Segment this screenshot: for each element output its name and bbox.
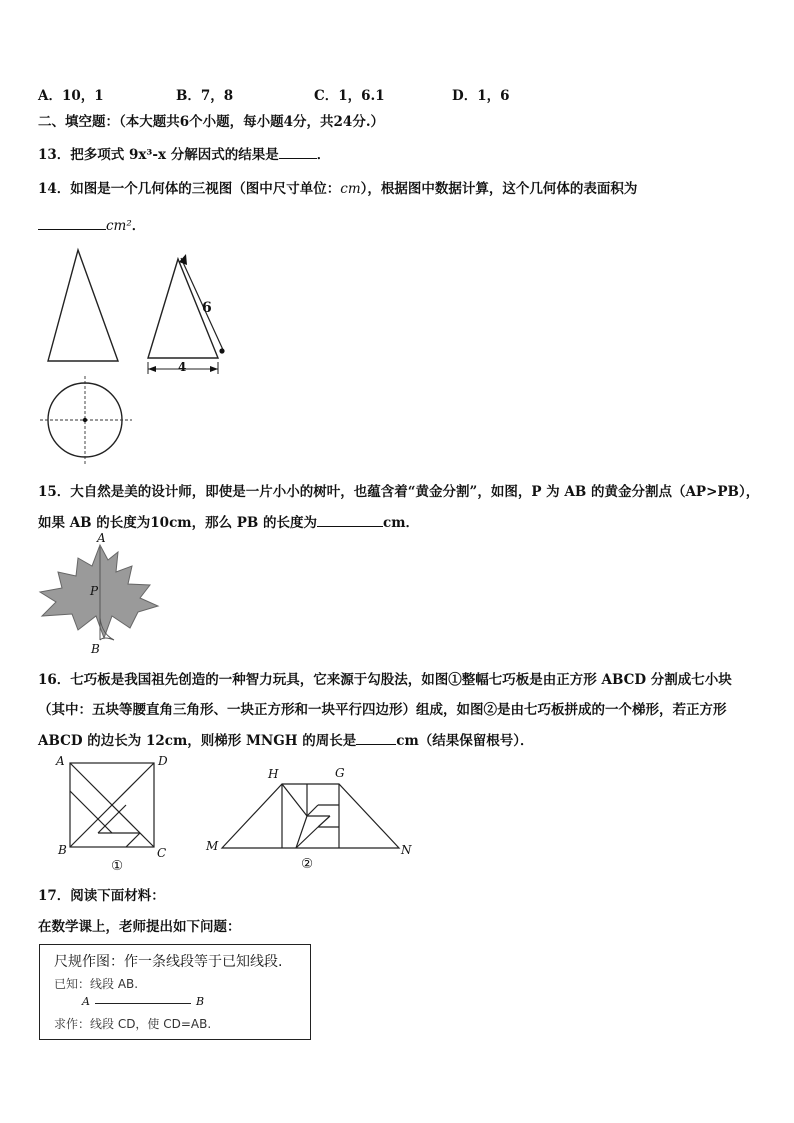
- vertex-label-d: D: [158, 754, 168, 768]
- unit-cm: cm: [340, 181, 361, 197]
- point-label-p: P: [90, 584, 99, 598]
- option-b: B．7，8: [176, 88, 234, 104]
- q14-suffix: ．: [131, 218, 146, 234]
- q17-line2: 在数学课上，老师提出如下问题：: [38, 919, 241, 935]
- vertex-label-m: M: [206, 839, 219, 853]
- unit-cm2: cm²: [106, 218, 132, 234]
- dim-base-label: 4: [178, 360, 187, 374]
- vertex-label-a: A: [56, 754, 65, 768]
- option-c: C．1，6.1: [314, 88, 385, 104]
- figure-caption-1: ①: [111, 858, 124, 874]
- q14-text-a: 14．如图是一个几何体的三视图（图中尺寸单位：: [38, 181, 341, 197]
- q16-text: ABCD 的边长为 12cm，则梯形 MNGH 的周长是: [38, 733, 357, 749]
- segment-label-a: A: [82, 995, 90, 1008]
- box-task: 求作：线段 CD，使 CD=AB.: [54, 1017, 212, 1031]
- tangram-square: [70, 763, 154, 847]
- q14-text-b: ），根据图中数据计算，这个几何体的表面积为: [360, 181, 638, 197]
- question-17: 17．阅读下面材料：: [38, 888, 165, 904]
- dim-slant-label: 6: [202, 300, 212, 316]
- vertex-label-b: B: [58, 843, 67, 857]
- segment-label-b: B: [196, 995, 205, 1008]
- q13-suffix: ．: [316, 147, 331, 163]
- figure-caption-2: ②: [301, 856, 314, 872]
- vertex-label-c: C: [157, 846, 167, 860]
- option-a: A．10，1: [38, 88, 104, 104]
- q16-suffix: cm（结果保留根号）．: [396, 733, 534, 749]
- section-heading: 二、填空题：（本大题共6个小题，每小题4分，共24分.）: [38, 114, 385, 130]
- point-label-a: A: [97, 531, 106, 545]
- box-known: 已知：线段 AB.: [54, 977, 139, 991]
- point-label-b: B: [91, 642, 100, 656]
- q13-text: 13．把多项式 9x³-x 分解因式的结果是: [38, 147, 279, 163]
- vertex-label-g: G: [335, 766, 345, 780]
- q15-text: 如果 AB 的长度为10cm，那么 PB 的长度为: [38, 515, 318, 531]
- segment-ab: [95, 1003, 191, 1004]
- tangram-trapezoid: [222, 784, 399, 848]
- problem-box: [39, 944, 311, 1040]
- vertex-label-n: N: [401, 843, 412, 857]
- question-16: 16．七巧板是我国祖先创造的一种智力玩具，它来源于勾股法，如图①整幅七巧板是由正方形 ABCD 分割成七小块: [38, 672, 732, 688]
- q16-line2: （其中：五块等腰直角三角形、一块正方形和一块平行四边形）组成，如图②是由七巧板拼成的一个梯形，若正方形: [38, 702, 727, 718]
- box-title: 尺规作图：作一条线段等于已知线段.: [54, 954, 283, 970]
- vertex-label-h: H: [268, 767, 279, 781]
- option-d: D．1，6: [452, 88, 510, 104]
- q15-suffix: cm．: [383, 515, 420, 531]
- question-15: 15．大自然是美的设计师，即使是一片小小的树叶，也蕴含着“黄金分割”，如图，P 为 AB 的黄金分割点（AP>PB），: [38, 484, 760, 500]
